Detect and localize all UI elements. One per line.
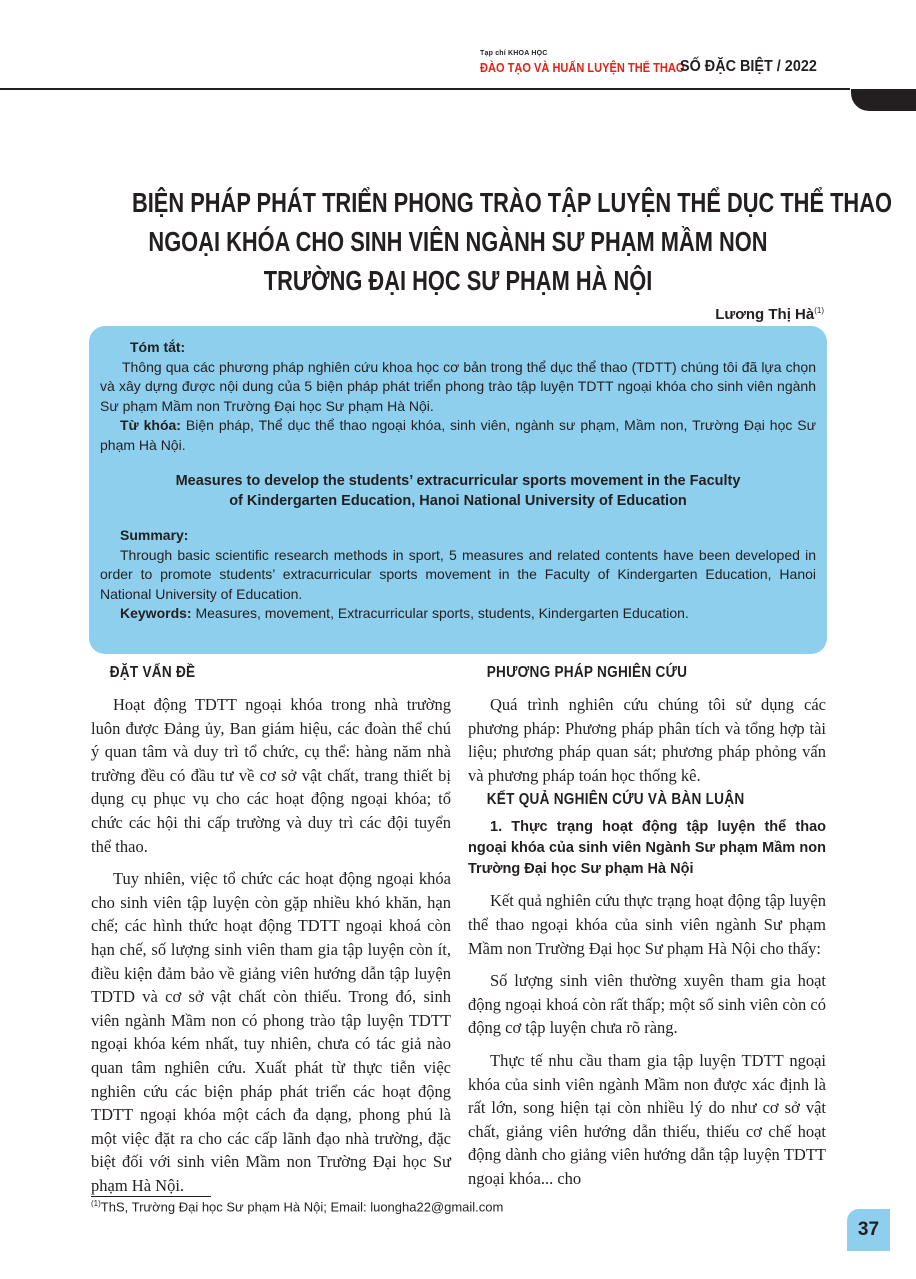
issue-label: SỐ ĐẶC BIỆT / 2022 (680, 58, 817, 75)
abstract-vi-label: Tóm tắt: (130, 339, 186, 355)
header-rule (0, 88, 850, 90)
keywords-en-text: Measures, movement, Extracurricular sports, students, Kindergarten Education. (195, 605, 689, 621)
abstract-content (100, 338, 816, 624)
journal-small-label: Tạp chí KHOA HỌC (480, 50, 548, 57)
summary-text: Through basic scientific research methods in sport, 5 measures and related contents have been developed in order to promote students’ extracurricular sports movement in the Faculty of Kindergarten Education, Hanoi National University of Education. (100, 546, 816, 602)
footnote (91, 1199, 503, 1214)
right-column (468, 662, 826, 1191)
section-heading-results: KẾT QUẢ NGHIÊN CỨU VÀ BÀN LUẬN (486, 791, 745, 809)
keywords-vi-text: Biện pháp, Thể dục thể thao ngoại khóa, sinh viên, ngành sư phạm, Mầm non, Trường Đại học Sư phạm Hà Nội. (100, 417, 817, 453)
title-line-2: NGOẠI KHÓA CHO SINH VIÊN NGÀNH SƯ PHẠM MẦM NON (148, 226, 768, 257)
title-line-3: TRƯỜNG ĐẠI HỌC SƯ PHẠM HÀ NỘI (263, 265, 653, 296)
paragraph: Thực tế nhu cầu tham gia tập luyện TDTT ngoại khóa của sinh viên ngành Mầm non được xác định là rất lớn, song hiện tại còn nhiều lý do như cơ sở vật chất, giảng viên hướng dẫn thiếu, thiếu cơ chế hoạt động dành cho giảng viên hướng dẫn tập luyện TDTT ngoại khóa... cho (468, 1050, 826, 1188)
paragraph: Quá trình nghiên cứu chúng tôi sử dụng các phương pháp: Phương pháp phân tích và tổng hợp tài liệu; phương pháp quan sát; phương pháp phỏng vấn và phương pháp toán học thống kê. (468, 695, 826, 785)
title-line-1: BIỆN PHÁP PHÁT TRIỂN PHONG TRÀO TẬP LUYỆN THỂ DỤC THỂ THAO (131, 187, 892, 218)
left-column (91, 662, 451, 1197)
summary-label: Summary: (120, 527, 189, 543)
author-name: Lương Thị Hà (715, 306, 815, 323)
journal-name: ĐÀO TẠO VÀ HUẤN LUYỆN THỂ THAO (480, 60, 685, 75)
section-heading-methods: PHƯƠNG PHÁP NGHIÊN CỨU (486, 664, 688, 681)
keywords-vi-label: Từ khóa: (120, 417, 181, 433)
paragraph: Kết quả nghiên cứu thực trạng hoạt động tập luyện thể thao ngoại khóa của sinh viên ngành Sư phạm Mầm non Trường Đại học Sư phạm Hà Nội cho thấy: (468, 891, 826, 958)
header-tab (851, 89, 916, 111)
paragraph: Số lượng sinh viên thường xuyên tham gia hoạt động ngoại khoá còn rất thấp; một số sinh viên còn có động cơ tập luyện chưa rõ ràng. (468, 971, 826, 1038)
english-title-line-1: Measures to develop the students’ extracurricular sports movement in the Faculty (175, 473, 741, 489)
author (715, 306, 824, 323)
paragraph: Hoạt động TDTT ngoại khóa trong nhà trường luôn được Đảng ủy, Ban giám hiệu, các đoàn thể chú ý quan tâm và duy trì tổ chức, cụ thể: hàng năm nhà trường đều có đầu tư về cơ sở vật chất, trang thiết bị dụng cụ phục vụ cho các hoạt động ngoại khóa; tổ chức các hội thi cấp trường và duy trì các đội tuyển thể thao. (91, 695, 451, 856)
footnote-text: ThS, Trường Đại học Sư phạm Hà Nội; Email: luongha22@gmail.com (100, 1199, 504, 1215)
footnote-rule (91, 1196, 211, 1197)
author-mark: (1) (814, 306, 824, 315)
english-title-line-2: of Kindergarten Education, Hanoi National University of Education (229, 492, 687, 509)
article-title (40, 183, 892, 300)
page-number: 37 (847, 1209, 890, 1251)
section-heading-introduction: ĐẶT VẤN ĐỀ (109, 664, 196, 681)
keywords-en-label: Keywords: (120, 605, 192, 621)
footnote-mark: (1) (91, 1199, 101, 1208)
paragraph: Tuy nhiên, việc tổ chức các hoạt động ngoại khóa cho sinh viên tập luyện còn gặp nhiều khó khăn, hạn chế; các hình thức hoạt động TDTT ngoại khoá còn hạn chế, số lượng sinh viên tham gia tập luyện còn ít, điều kiện đảm bảo về giảng viên hướng dẫn tập luyện TDTD và cơ sở vật chất còn thiếu. Trong đó, sinh viên ngành Mầm non có phong trào tập luyện TDTT ngoại khóa kém nhất, tuy nhiên, chưa có tác giả nào quan tâm nghiên cứu. Xuất phát từ thực tiễn việc nghiên cứu các biện pháp phát triển các hoạt động TDTT ngoại khóa một cách đa dạng, phong phú là một việc đặt ra cho các cấp lãnh đạo nhà trường, đặc biệt đối với sinh viên Mầm non Trường Đại học Sư phạm Hà Nội. (91, 869, 451, 1195)
subsection-heading: 1. Thực trạng hoạt động tập luyện thể thao ngoại khóa của sinh viên Ngành Sư phạm Mầm non Trường Đại học Sư phạm Hà Nội (468, 819, 826, 878)
abstract-vi-text: Thông qua các phương pháp nghiên cứu khoa học cơ bản trong thể dục thể thao (TDTT) chúng tôi đã lựa chọn và xây dựng được nội dung của 5 biện pháp phát triển phong trào tập luyện TDTT ngoại khóa cho sinh viên ngành Sư phạm Mầm non Trường Đại học Sư phạm Hà Nội. (100, 358, 816, 414)
